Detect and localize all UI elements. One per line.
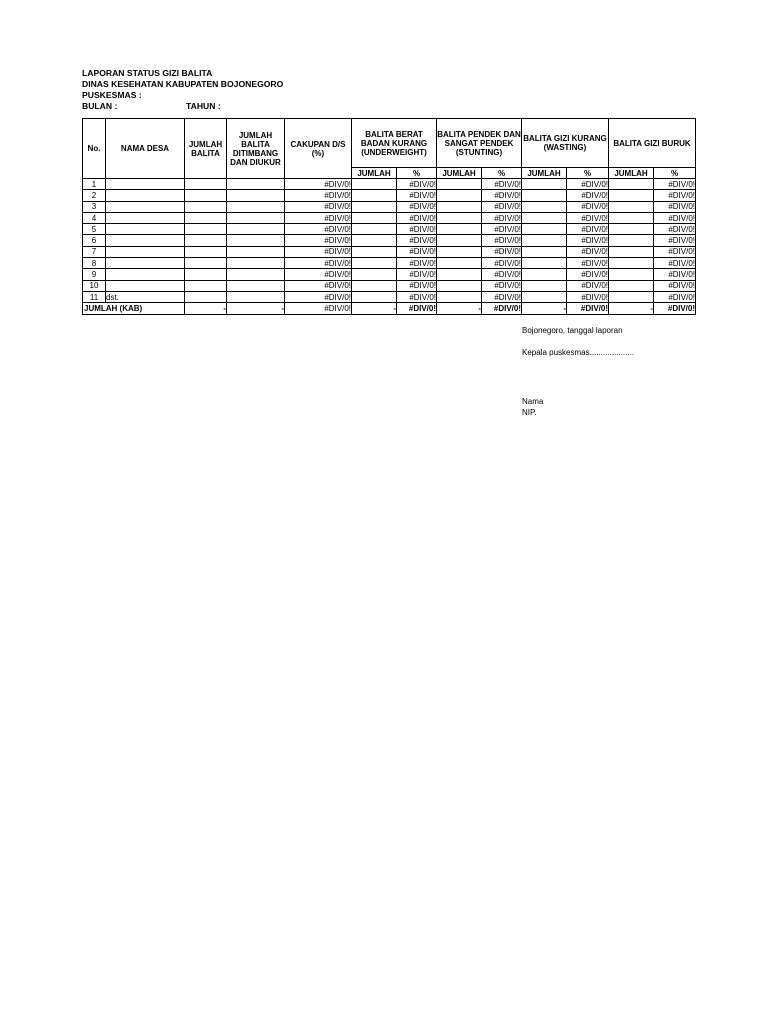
cell-no: 9 <box>83 269 106 280</box>
cell-cakupan: #DIV/0! <box>285 246 352 257</box>
cell-jumlah-balita <box>185 258 227 269</box>
cell-underweight-persen: #DIV/0! <box>397 224 437 235</box>
cell-gizi-buruk-jumlah <box>609 246 654 257</box>
total-label: JUMLAH (KAB) <box>83 303 185 314</box>
cell-wasting-persen: #DIV/0! <box>567 235 609 246</box>
cell-gizi-buruk-jumlah <box>609 258 654 269</box>
cell-nama-desa <box>106 224 185 235</box>
cell-stunting-jumlah <box>437 258 482 269</box>
cell-gizi-buruk-persen: #DIV/0! <box>654 235 696 246</box>
report-header <box>82 68 283 112</box>
header-stunting: BALITA PENDEK DAN SANGAT PENDEK (STUNTING) <box>437 119 522 168</box>
cell-stunting-persen: #DIV/0! <box>482 269 522 280</box>
cell-wasting-persen: #DIV/0! <box>567 201 609 212</box>
signature-nip: NIP. <box>522 408 537 417</box>
cell-underweight-jumlah <box>352 291 397 302</box>
cell-ditimbang <box>227 201 285 212</box>
cell-nama-desa <box>106 246 185 257</box>
cell-wasting-persen: #DIV/0! <box>567 212 609 223</box>
cell-wasting-persen: #DIV/0! <box>567 258 609 269</box>
header-ditimbang: JUMLAH BALITA DITIMBANG DAN DIUKUR <box>227 119 285 179</box>
cell-underweight-jumlah <box>352 258 397 269</box>
cell-ditimbang <box>227 258 285 269</box>
cell-gizi-buruk-persen: #DIV/0! <box>654 269 696 280</box>
cell-gizi-buruk-persen: #DIV/0! <box>654 258 696 269</box>
cell-underweight-persen: #DIV/0! <box>397 235 437 246</box>
cell-underweight-jumlah <box>352 269 397 280</box>
cell-gizi-buruk-jumlah <box>609 201 654 212</box>
cell-ditimbang <box>227 246 285 257</box>
cell-wasting-jumlah <box>522 212 567 223</box>
cell-nama-desa: dst. <box>106 291 185 302</box>
table-row <box>83 291 696 302</box>
cell-cakupan: #DIV/0! <box>285 280 352 291</box>
subheader-persen: % <box>654 168 696 179</box>
cell-nama-desa <box>106 190 185 201</box>
table-row <box>83 212 696 223</box>
cell-no: 5 <box>83 224 106 235</box>
cell-gizi-buruk-jumlah <box>609 280 654 291</box>
cell-cakupan: #DIV/0! <box>285 201 352 212</box>
cell-stunting-persen: #DIV/0! <box>482 280 522 291</box>
cell-cakupan: #DIV/0! <box>285 291 352 302</box>
cell-stunting-jumlah <box>437 291 482 302</box>
cell-underweight-persen: #DIV/0! <box>397 179 437 190</box>
subheader-jumlah: JUMLAH <box>609 168 654 179</box>
total-ditimbang: - <box>227 303 285 314</box>
total-row <box>83 303 696 314</box>
cell-cakupan: #DIV/0! <box>285 212 352 223</box>
cell-underweight-jumlah <box>352 201 397 212</box>
header-jumlah-balita: JUMLAH BALITA <box>185 119 227 179</box>
cell-underweight-persen: #DIV/0! <box>397 246 437 257</box>
cell-stunting-jumlah <box>437 269 482 280</box>
cell-underweight-jumlah <box>352 235 397 246</box>
total-gizi-buruk-jumlah: - <box>609 303 654 314</box>
header-cakupan: CAKUPAN D/S (%) <box>285 119 352 179</box>
cell-jumlah-balita <box>185 190 227 201</box>
cell-cakupan: #DIV/0! <box>285 269 352 280</box>
cell-wasting-jumlah <box>522 246 567 257</box>
table-row <box>83 201 696 212</box>
cell-wasting-jumlah <box>522 224 567 235</box>
cell-wasting-jumlah <box>522 201 567 212</box>
cell-wasting-jumlah <box>522 179 567 190</box>
cell-gizi-buruk-persen: #DIV/0! <box>654 224 696 235</box>
cell-jumlah-balita <box>185 179 227 190</box>
cell-no: 10 <box>83 280 106 291</box>
cell-nama-desa <box>106 269 185 280</box>
cell-stunting-jumlah <box>437 201 482 212</box>
cell-underweight-persen: #DIV/0! <box>397 258 437 269</box>
cell-gizi-buruk-persen: #DIV/0! <box>654 246 696 257</box>
cell-no: 7 <box>83 246 106 257</box>
cell-stunting-persen: #DIV/0! <box>482 224 522 235</box>
report-title: LAPORAN STATUS GIZI BALITA <box>82 68 213 78</box>
cell-ditimbang <box>227 235 285 246</box>
cell-underweight-persen: #DIV/0! <box>397 201 437 212</box>
cell-no: 1 <box>83 179 106 190</box>
cell-underweight-jumlah <box>352 246 397 257</box>
cell-gizi-buruk-jumlah <box>609 224 654 235</box>
subheader-persen: % <box>567 168 609 179</box>
puskesmas-label: PUSKESMAS : <box>82 90 142 100</box>
cell-gizi-buruk-persen: #DIV/0! <box>654 201 696 212</box>
table-row <box>83 224 696 235</box>
cell-stunting-persen: #DIV/0! <box>482 291 522 302</box>
cell-wasting-jumlah <box>522 280 567 291</box>
cell-nama-desa <box>106 235 185 246</box>
cell-stunting-jumlah <box>437 212 482 223</box>
cell-jumlah-balita <box>185 269 227 280</box>
cell-wasting-jumlah <box>522 258 567 269</box>
signature-title: Kepala puskesmas.................... <box>522 348 635 357</box>
cell-underweight-jumlah <box>352 212 397 223</box>
header-wasting: BALITA GIZI KURANG (WASTING) <box>522 119 609 168</box>
cell-ditimbang <box>227 280 285 291</box>
period-line <box>82 101 283 112</box>
cell-underweight-persen: #DIV/0! <box>397 269 437 280</box>
subheader-jumlah: JUMLAH <box>522 168 567 179</box>
bulan-label: BULAN : <box>82 101 118 111</box>
cell-gizi-buruk-persen: #DIV/0! <box>654 212 696 223</box>
total-underweight-jumlah: - <box>352 303 397 314</box>
total-cakupan: #DIV/0! <box>285 303 352 314</box>
subheader-jumlah: JUMLAH <box>437 168 482 179</box>
cell-gizi-buruk-jumlah <box>609 235 654 246</box>
header-underweight: BALITA BERAT BADAN KURANG (UNDERWEIGHT) <box>352 119 437 168</box>
cell-underweight-persen: #DIV/0! <box>397 190 437 201</box>
cell-wasting-jumlah <box>522 190 567 201</box>
total-jumlah-balita: - <box>185 303 227 314</box>
agency-name: DINAS KESEHATAN KABUPATEN BOJONEGORO <box>82 79 284 89</box>
cell-wasting-persen: #DIV/0! <box>567 246 609 257</box>
cell-nama-desa <box>106 258 185 269</box>
cell-gizi-buruk-persen: #DIV/0! <box>654 179 696 190</box>
cell-jumlah-balita <box>185 224 227 235</box>
cell-gizi-buruk-jumlah <box>609 291 654 302</box>
total-stunting-jumlah: - <box>437 303 482 314</box>
cell-jumlah-balita <box>185 201 227 212</box>
cell-gizi-buruk-jumlah <box>609 212 654 223</box>
table-row <box>83 235 696 246</box>
cell-wasting-persen: #DIV/0! <box>567 291 609 302</box>
cell-stunting-persen: #DIV/0! <box>482 246 522 257</box>
total-wasting-jumlah: - <box>522 303 567 314</box>
tahun-label: TAHUN : <box>186 101 221 111</box>
subheader-jumlah: JUMLAH <box>352 168 397 179</box>
cell-wasting-jumlah <box>522 235 567 246</box>
cell-ditimbang <box>227 212 285 223</box>
total-gizi-buruk-persen: #DIV/0! <box>654 303 696 314</box>
cell-underweight-persen: #DIV/0! <box>397 291 437 302</box>
cell-gizi-buruk-persen: #DIV/0! <box>654 291 696 302</box>
cell-stunting-persen: #DIV/0! <box>482 179 522 190</box>
cell-ditimbang <box>227 179 285 190</box>
cell-stunting-jumlah <box>437 224 482 235</box>
cell-no: 11 <box>83 291 106 302</box>
cell-no: 3 <box>83 201 106 212</box>
cell-jumlah-balita <box>185 280 227 291</box>
cell-stunting-jumlah <box>437 246 482 257</box>
cell-stunting-persen: #DIV/0! <box>482 201 522 212</box>
cell-nama-desa <box>106 212 185 223</box>
table-row <box>83 246 696 257</box>
cell-underweight-persen: #DIV/0! <box>397 212 437 223</box>
header-no: No. <box>83 119 106 179</box>
header-gizi-buruk: BALITA GIZI BURUK <box>609 119 696 168</box>
total-stunting-persen: #DIV/0! <box>482 303 522 314</box>
total-wasting-persen: #DIV/0! <box>567 303 609 314</box>
table-row <box>83 269 696 280</box>
signature-name: Nama <box>522 397 544 406</box>
cell-underweight-jumlah <box>352 280 397 291</box>
cell-wasting-jumlah <box>522 269 567 280</box>
total-underweight-persen: #DIV/0! <box>397 303 437 314</box>
cell-stunting-jumlah <box>437 235 482 246</box>
table-row <box>83 258 696 269</box>
cell-gizi-buruk-jumlah <box>609 269 654 280</box>
cell-jumlah-balita <box>185 212 227 223</box>
cell-wasting-persen: #DIV/0! <box>567 269 609 280</box>
cell-underweight-jumlah <box>352 224 397 235</box>
cell-gizi-buruk-jumlah <box>609 179 654 190</box>
cell-wasting-persen: #DIV/0! <box>567 280 609 291</box>
cell-cakupan: #DIV/0! <box>285 190 352 201</box>
table-row <box>83 190 696 201</box>
cell-cakupan: #DIV/0! <box>285 179 352 190</box>
cell-stunting-persen: #DIV/0! <box>482 258 522 269</box>
header-nama-desa: NAMA DESA <box>106 119 185 179</box>
cell-gizi-buruk-jumlah <box>609 190 654 201</box>
cell-stunting-jumlah <box>437 280 482 291</box>
cell-cakupan: #DIV/0! <box>285 235 352 246</box>
cell-underweight-jumlah <box>352 190 397 201</box>
cell-cakupan: #DIV/0! <box>285 224 352 235</box>
cell-cakupan: #DIV/0! <box>285 258 352 269</box>
cell-no: 6 <box>83 235 106 246</box>
cell-stunting-persen: #DIV/0! <box>482 212 522 223</box>
signature-place-date: Bojonegoro, tanggal laporan <box>522 326 623 335</box>
cell-jumlah-balita <box>185 235 227 246</box>
cell-stunting-persen: #DIV/0! <box>482 190 522 201</box>
subheader-persen: % <box>482 168 522 179</box>
cell-no: 4 <box>83 212 106 223</box>
cell-ditimbang <box>227 190 285 201</box>
cell-wasting-persen: #DIV/0! <box>567 190 609 201</box>
cell-nama-desa <box>106 280 185 291</box>
cell-underweight-persen: #DIV/0! <box>397 280 437 291</box>
cell-nama-desa <box>106 179 185 190</box>
cell-jumlah-balita <box>185 246 227 257</box>
cell-ditimbang <box>227 291 285 302</box>
cell-ditimbang <box>227 224 285 235</box>
nutrition-status-table <box>82 118 696 315</box>
table-row <box>83 179 696 190</box>
cell-underweight-jumlah <box>352 179 397 190</box>
cell-ditimbang <box>227 269 285 280</box>
cell-nama-desa <box>106 201 185 212</box>
cell-wasting-persen: #DIV/0! <box>567 224 609 235</box>
cell-gizi-buruk-persen: #DIV/0! <box>654 280 696 291</box>
cell-wasting-jumlah <box>522 291 567 302</box>
cell-stunting-persen: #DIV/0! <box>482 235 522 246</box>
cell-no: 8 <box>83 258 106 269</box>
cell-wasting-persen: #DIV/0! <box>567 179 609 190</box>
subheader-persen: % <box>397 168 437 179</box>
table-row <box>83 280 696 291</box>
cell-jumlah-balita <box>185 291 227 302</box>
cell-no: 2 <box>83 190 106 201</box>
cell-stunting-jumlah <box>437 190 482 201</box>
cell-stunting-jumlah <box>437 179 482 190</box>
table-body <box>83 179 696 315</box>
cell-gizi-buruk-persen: #DIV/0! <box>654 190 696 201</box>
